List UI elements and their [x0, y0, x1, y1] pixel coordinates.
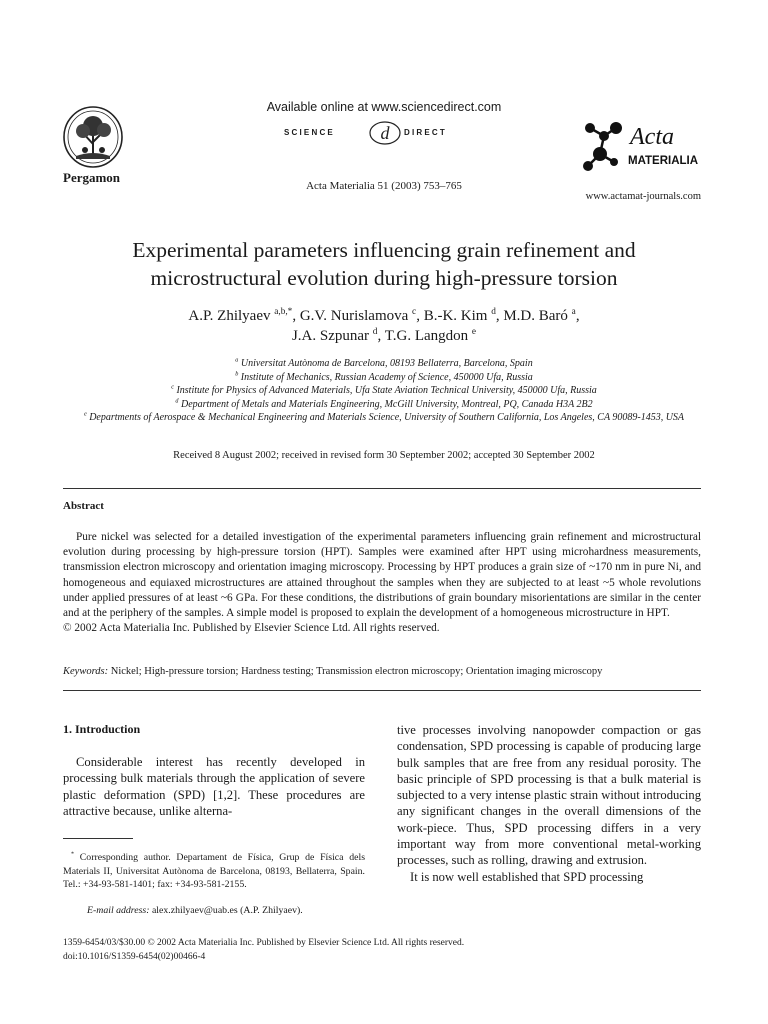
author-name[interactable]: G.V. Nurislamova: [299, 308, 409, 324]
left-column-text: Considerable interest has recently developed in processing bulk materials through the application of severe plastic deformation (SPD) [1,2]. These procedures are attractive because, unlike alterna-: [63, 755, 365, 818]
affiliation-mark: a: [235, 356, 239, 364]
keywords-label: Keywords:: [63, 666, 109, 677]
author-name[interactable]: M.D. Baró: [503, 308, 568, 324]
footnote-text: Corresponding author. Departament de Física, Grup de Física dels Materials II, Universitat Autònoma de Barcelona, 08193, Bellaterra, Spain. Tel.: +34-93-581-1401; fax: +34-93-581-2155.: [63, 852, 366, 891]
author-affil: d: [491, 307, 496, 317]
abstract-text: Pure nickel was selected for a detailed investigation of the experimental parameters influencing grain refinement and microstructural evolution during processing by high-pressure torsion (HPT). Samples were examined after HPT using microhardness measurements, transmission electron microscopy and orientation imaging microscopy. Processing by HPT produces a grain size of ~170 nm in pure Ni, and homogeneous and equiaxed microstructures are attained throughout the samples when they are subjected to at least ~5 whole revolutions under applied pressures of at least ~6 GPa. For these conditions, the distributions of grain boundary misorientations are similar in the center and at the periphery of the samples. A simple model is proposed to explain the development of a homogeneous microstructure in HPT.: [63, 531, 701, 620]
sciencedirect-logo-left: SCIENCE: [284, 128, 335, 137]
affiliation-mark: e: [83, 410, 87, 418]
author-name[interactable]: J.A. Szpunar: [291, 328, 370, 344]
section-heading-introduction: 1. Introduction: [63, 722, 141, 736]
abstract-top-rule: [63, 488, 701, 489]
abstract-heading: Abstract: [63, 500, 104, 512]
affiliation-mark: d: [175, 397, 179, 405]
keywords-text: Nickel; High-pressure torsion; Hardness testing; Transmission electron microscopy; Orientation imaging microscopy: [110, 666, 603, 677]
doi-link[interactable]: doi:10.1016/S1359-6454(02)00466-4: [63, 952, 206, 962]
right-column-paragraph-2: It is now well established that SPD processing: [410, 869, 644, 884]
author-affil: d: [372, 327, 378, 337]
title-line-2: microstructural evolution during high-pressure torsion: [150, 266, 618, 290]
available-online-text[interactable]: Available online at www.sciencedirect.com: [266, 100, 502, 114]
email-address-link[interactable]: alex.zhilyaev@uab.es (A.P. Zhilyaev).: [151, 905, 303, 916]
affiliation-item: [40, 371, 728, 385]
email-label: E-mail address:: [87, 905, 150, 916]
article-title: [40, 236, 728, 292]
affiliation-item: [40, 384, 728, 398]
abstract-body: [63, 530, 701, 636]
materialia-logo-word: MATERIALIA: [628, 155, 699, 167]
abstract-copyright: © 2002 Acta Materialia Inc. Published by Elsevier Science Ltd. All rights reserved.: [63, 622, 440, 635]
affiliation-text: Institute of Mechanics, Russian Academy of Science, 450000 Ufa, Russia: [240, 371, 533, 383]
issn-line: 1359-6454/03/$30.00 © 2002 Acta Materialia Inc. Published by Elsevier Science Ltd. All rights reserved.: [63, 938, 465, 948]
received-dates: Received 8 August 2002; received in revised form 30 September 2002; accepted 30 September 2002: [173, 450, 595, 461]
corresponding-author-footnote: [63, 851, 365, 892]
author-name[interactable]: T.G. Langdon: [384, 328, 469, 344]
affiliations: [40, 357, 728, 425]
journal-reference: Acta Materialia 51 (2003) 753–765: [306, 180, 462, 192]
keywords-line: [63, 666, 701, 677]
publisher-name: Pergamon: [63, 170, 121, 185]
journal-url-link[interactable]: www.actamat-journals.com: [585, 191, 701, 202]
affiliation-text: Universitat Autònoma de Barcelona, 08193 Bellaterra, Barcelona, Spain: [240, 358, 533, 369]
affiliation-item: [40, 357, 728, 371]
affiliation-text: Department of Metals and Materials Engineering, McGill University, Montreal, PQ, Canada H3A 2B2: [180, 398, 593, 410]
affiliation-text: Departments of Aerospace & Mechanical Engineering and Materials Science, University of Southern California, Los Angeles, CA 90089-1453, USA: [89, 412, 685, 423]
author-name[interactable]: A.P. Zhilyaev: [188, 308, 271, 324]
right-column-paragraph-1: tive processes involving nanopowder compaction or gas condensation, SPD processing is capable of producing large bulk samples that are free from any residual porosity. The basic principle of SPD processing is that a bulk material is subjected to a very intense plastic strain without introducing any significant changes in the overall dimensions of the work-piece. Thus, SPD processing differs in a very important way from more conventional metal-working processes, such as rolling, drawing and extrusion.: [397, 723, 701, 868]
affiliation-text: Institute for Physics of Advanced Materials, Ufa State Aviation Technical University, 450000 Ufa, Russia: [176, 385, 597, 396]
footnote-mark: *: [71, 851, 75, 858]
acta-materialia-logo: [580, 116, 702, 178]
author-list: A.P. Zhilyaev $^{a,b,*}$, G.V. Nurislamova $^c$, B.-K. Kim $^d$, M.D. Baró $^a$, J.A. Szpunar $^d$, T.G. Langdon $^e$: [188, 307, 580, 344]
author-affil: e: [471, 327, 477, 337]
right-column: [397, 722, 701, 885]
author-affil: a,b,*: [274, 307, 293, 317]
footnote-rule: [63, 838, 133, 839]
sciencedirect-logo-right: DIRECT: [404, 128, 447, 137]
author-name[interactable]: B.-K. Kim: [423, 308, 488, 324]
acta-logo-word: Acta: [630, 124, 674, 150]
affiliation-item: [40, 411, 728, 425]
abstract-bottom-rule: [63, 690, 701, 691]
issn-doi-block: [63, 936, 464, 964]
author-affil: c: [412, 307, 417, 317]
sciencedirect-d-mark: d: [380, 123, 390, 143]
title-line-1: Experimental parameters influencing grain refinement and: [132, 238, 636, 262]
sciencedirect-d-icon: [368, 120, 402, 146]
author-affil: a: [571, 307, 576, 317]
sciencedirect-logo: [284, 120, 474, 146]
email-line: [63, 905, 365, 916]
affiliation-mark: b: [235, 370, 239, 378]
affiliation-item: [40, 398, 728, 412]
affiliation-mark: c: [171, 383, 174, 391]
